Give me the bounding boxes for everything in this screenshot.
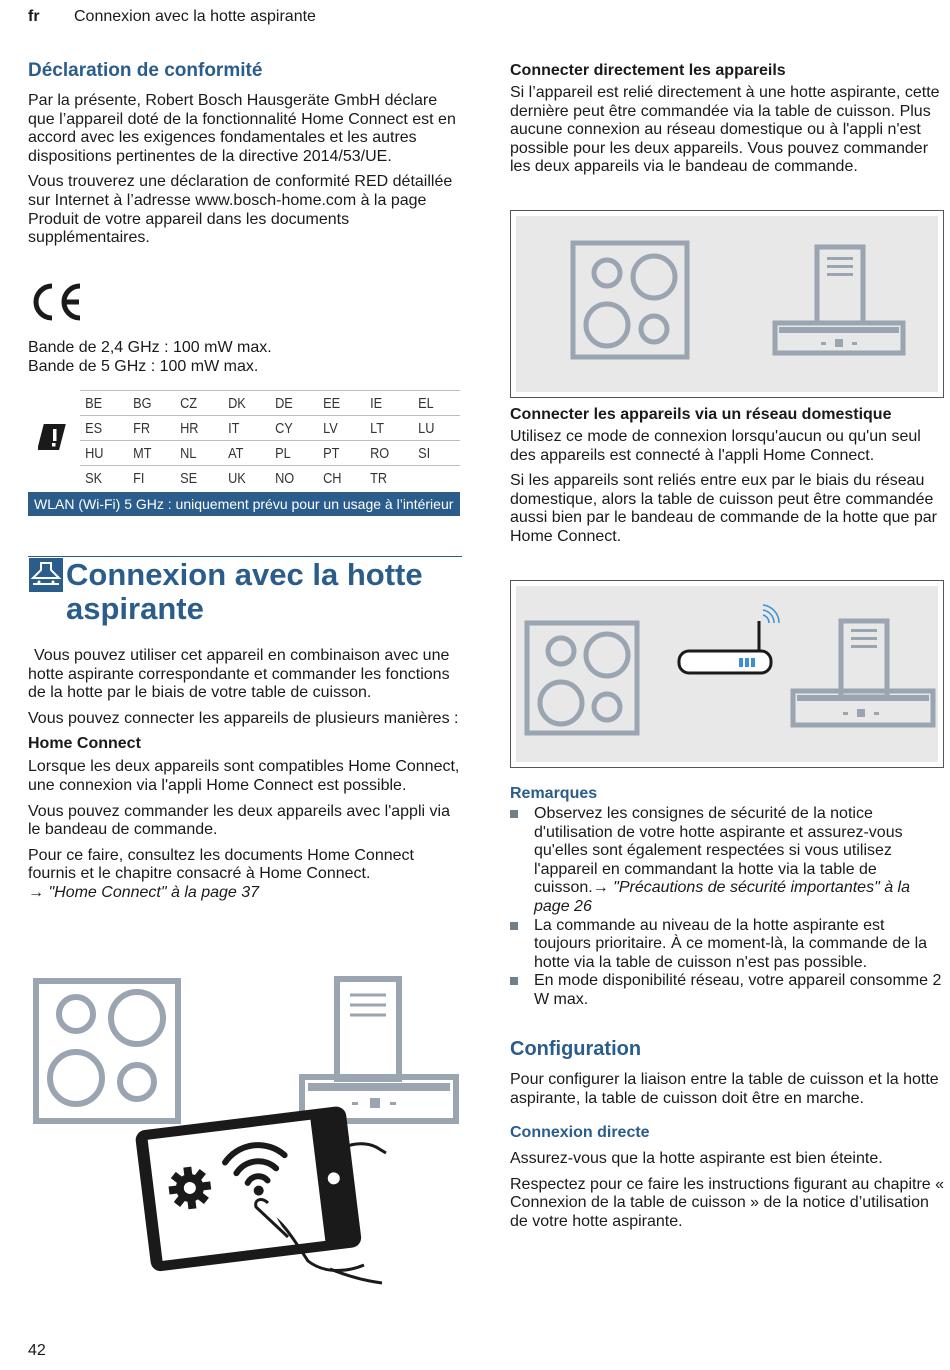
country-code-cell: IE (365, 391, 406, 416)
note-1-text: Observez les consignes de sécurité de la notice d'utilisation de votre hotte aspirante et assurez-vous qu'elles sont également respectées si vous utilisez l'appareil en commandant la hotte via la table de cuisson. (534, 805, 903, 897)
country-code-cell: UK (223, 466, 263, 491)
configuration-section (510, 1038, 944, 1239)
home-connect-paragraph-2: Vous pouvez commander les deux appareils avec l'appli via le bandeau de commande. (28, 802, 450, 839)
section-title-line-2: aspirante (66, 591, 204, 626)
intro-paragraph-1: Vous pouvez utiliser cet appareil en combinaison avec une hotte aspirante correspondante et commander les fonctions de la hotte par le biais de votre table de cuisson. (28, 647, 450, 702)
list-item (510, 972, 944, 1009)
notes-section (510, 785, 944, 1010)
country-code-cell: FR (128, 416, 168, 441)
bullet-icon (510, 977, 518, 985)
conformity-heading: Déclaration de conformité (28, 60, 263, 81)
reference-arrow: → (592, 879, 609, 897)
country-code-cell: ES (80, 416, 120, 441)
country-code-cell: BE (80, 391, 120, 416)
country-code-cell: EL (413, 391, 453, 416)
conformity-paragraph-1: Par la présente, Robert Bosch Hausgeräte GmbH déclare que l’appareil doté de la fonctionnalité Home Connect est en accord avec les exigences fondamentales et les autres dispositions pertinentes de la directive 2014/53/UE. (28, 92, 456, 165)
country-code-cell: FI (128, 466, 168, 491)
home-connect-paragraph-3: Pour ce faire, consultez les documents Home Connect fournis et le chapitre consacré à Home Connect. (28, 846, 414, 883)
country-code-cell: HR (175, 416, 215, 441)
country-code-cell: PT (318, 441, 358, 466)
direct-connection-step-1: Assurez-vous que la hotte aspirante est bien éteinte. (510, 1150, 883, 1168)
country-code-cell: LU (413, 416, 453, 441)
network-paragraph-1: Utilisez ce mode de connexion lorsqu'aucun ou qu'un seul des appareils est connecté à l'appli Home Connect. (510, 428, 921, 464)
home-connect-page-link[interactable]: "Home Connect" à la page 37 (48, 883, 260, 901)
direct-connection-figure (510, 210, 944, 398)
notes-heading: Remarques (510, 785, 598, 802)
country-code-cell: MT (128, 441, 168, 466)
country-code-cell: AT (223, 441, 263, 466)
home-connect-illustration (30, 975, 462, 1292)
network-connection-heading: Connecter les appareils via un réseau domestique (510, 406, 892, 423)
bullet-icon (510, 922, 518, 930)
page-number: 42 (28, 1342, 46, 1359)
country-code-cell: SI (413, 441, 453, 466)
home-connect-heading: Home Connect (28, 735, 141, 753)
direct-connection-paragraph: Si l’appareil est relié directement à une hotte aspirante, cette dernière peut être commandée via la table de cuisson. Plus aucune connexion au réseau domestique ou à l'appli n'est possible pour les deux appareils. Vous pouvez commander les deux appareils via le bandeau de commande. (510, 84, 940, 176)
note-2-text: La commande au niveau de la hotte aspirante est toujours prioritaire. À ce moment-là, la commande de la hotte via la table de cuisson n'est pas possible. (534, 916, 928, 971)
country-code-cell: CZ (175, 391, 215, 416)
section-intro (28, 647, 460, 910)
network-connection-figure (510, 580, 944, 768)
table-row (80, 416, 460, 441)
direct-connection-step-2: Respectez pour ce faire les instructions figurant au chapitre « Connexion de la table de cuisson » de la notice d’utilisation de votre hotte aspirante. (510, 1175, 945, 1230)
country-code-cell: NL (175, 441, 215, 466)
country-code-cell: HU (80, 441, 120, 466)
country-code-cell: LT (365, 416, 406, 441)
country-code-cell: DE (270, 391, 311, 416)
country-code-cell (413, 466, 453, 491)
country-code-cell: SE (175, 466, 215, 491)
network-connection-section (510, 406, 944, 554)
country-code-cell: BG (128, 391, 168, 416)
country-code-cell: IT (223, 416, 263, 441)
table-row (80, 391, 460, 416)
section-title-line-1: Connexion avec la hotte (66, 557, 423, 592)
list-item (510, 805, 944, 917)
country-grid (80, 390, 460, 490)
configuration-paragraph: Pour configurer la liaison entre la table de cuisson et la hotte aspirante, la table de cuisson doit être en marche. (510, 1071, 939, 1107)
intro-paragraph-2: Vous pouvez connecter les appareils de plusieurs manières : (28, 709, 459, 727)
notes-list (510, 805, 944, 1010)
country-code-cell: EE (318, 391, 358, 416)
ce-mark-icon (30, 282, 84, 327)
country-code-cell: TR (365, 466, 406, 491)
table-row (80, 466, 460, 491)
country-code-cell: CH (318, 466, 358, 491)
warning-icon (38, 422, 68, 457)
direct-connection-subheading: Connexion directe (510, 1124, 650, 1142)
router-icon (679, 605, 779, 673)
conformity-section (28, 60, 460, 255)
table-row (80, 441, 460, 466)
hood-connection-icon (29, 558, 63, 597)
home-connect-reference[interactable] (28, 884, 460, 903)
direct-connection-section (510, 62, 944, 184)
country-code-cell: DK (223, 391, 263, 416)
country-code-cell: CY (270, 416, 311, 441)
section-title (66, 558, 423, 626)
country-code-cell: SK (80, 466, 120, 491)
network-paragraph-2: Si les appareils sont reliés entre eux par le biais du réseau domestique, alors la table de cuisson peut être commandée aussi bien par le bandeau de commande de la hotte que par Home Connect. (510, 472, 937, 545)
country-code-cell: PL (270, 441, 311, 466)
hood-icon (302, 979, 456, 1121)
direct-connection-heading: Connecter directement les appareils (510, 62, 786, 79)
list-item (510, 917, 944, 973)
reference-arrow: → (28, 883, 44, 901)
conformity-paragraph-2: Vous trouverez une déclaration de conformité RED détaillée sur Internet à l’adresse www.bosch-home.com à la page Produit de votre appareil dans les documents supplémentaires. (28, 173, 453, 247)
country-code-cell: NO (270, 466, 311, 491)
safety-page-link[interactable]: "Précautions de sécurité importantes" à la page 26 (534, 879, 910, 915)
home-connect-paragraph-1: Lorsque les deux appareils sont compatibles Home Connect, une connexion via l'appli Home Connect est possible. (28, 758, 460, 794)
tablet-icon (135, 1105, 386, 1283)
bullet-icon (510, 810, 518, 818)
note-3-text: En mode disponibilité réseau, votre appareil consomme 2 W max. (534, 972, 942, 1008)
band-2-4ghz: Bande de 2,4 GHz : 100 mW max. (28, 339, 272, 356)
wlan-restriction-note: WLAN (Wi-Fi) 5 GHz : uniquement prévu pour un usage à l’intérieur (28, 492, 460, 516)
country-code-cell: RO (365, 441, 406, 466)
configuration-heading: Configuration (510, 1038, 642, 1060)
language-code: fr (28, 8, 40, 25)
band-5ghz: Bande de 5 GHz : 100 mW max. (28, 357, 259, 375)
running-header-title: Connexion avec la hotte aspirante (74, 8, 316, 25)
country-code-cell: LV (318, 416, 358, 441)
